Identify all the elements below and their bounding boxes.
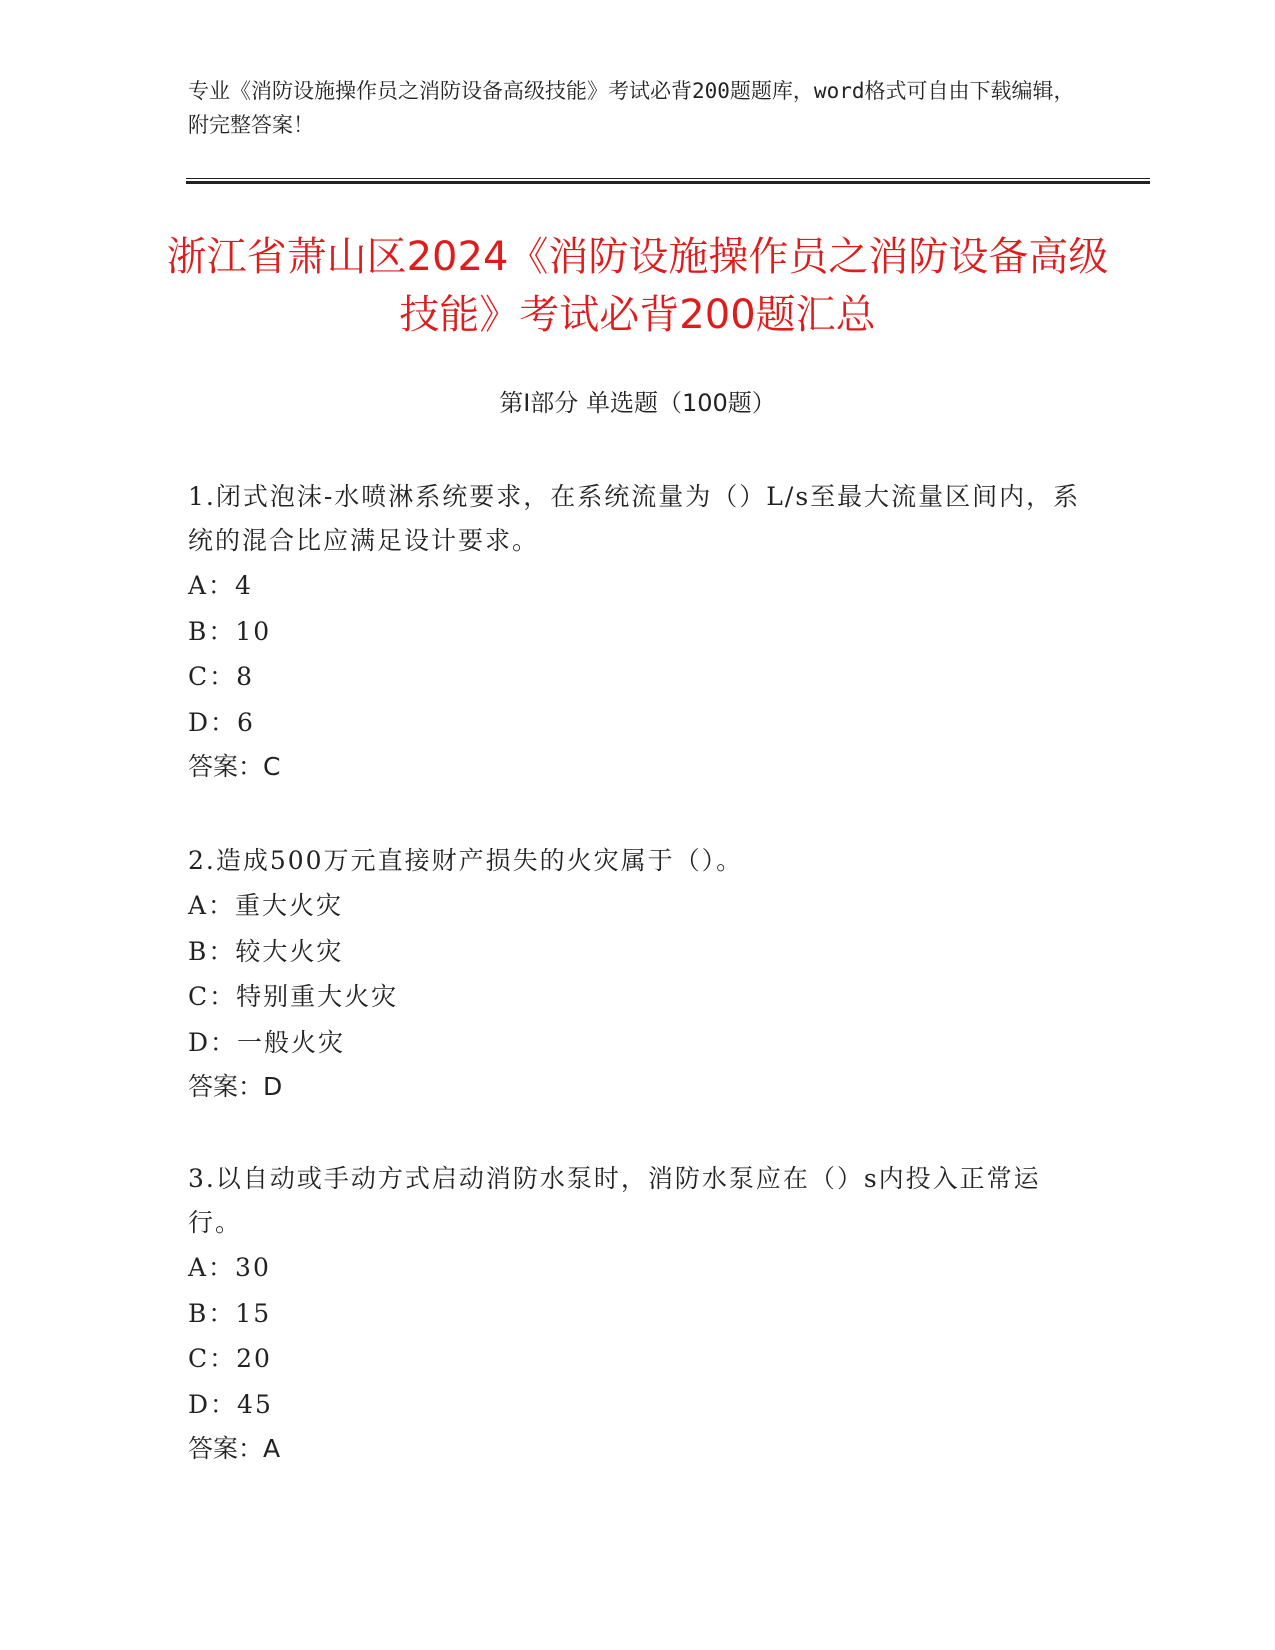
section-heading: 第Ⅰ部分 单选题（100题）: [499, 389, 776, 417]
option-a: A：30: [188, 1253, 271, 1282]
option-b: B：10: [188, 616, 272, 646]
option-b: B：15: [188, 1298, 272, 1328]
option-d: D：一般火灾: [188, 1027, 346, 1057]
option-a: A：4: [188, 571, 253, 600]
question-stem: 3.以自动或手动方式启动消防水泵时，消防水泵应在（）s内投入正常运行。: [188, 1164, 1041, 1237]
header-rule-thin: [186, 178, 1150, 179]
option-a: A：重大火灾: [188, 891, 344, 920]
question-2: [188, 839, 1088, 1109]
answer: 答案：C: [188, 752, 281, 781]
option-c: C：8: [188, 662, 255, 691]
option-d: D：6: [188, 707, 255, 737]
answer: 答案：A: [188, 1434, 281, 1463]
question-1: [188, 475, 1088, 789]
question-3: [188, 1157, 1088, 1471]
header-note: 专业《消防设施操作员之消防设备高级技能》考试必背200题题库，word格式可自由下载编辑，附完整答案！: [188, 79, 1075, 137]
document-title: 浙江省萧山区2024《消防设施操作员之消防设备高级技能》考试必背200题汇总: [166, 234, 1109, 338]
answer: 答案：D: [188, 1072, 283, 1101]
question-stem: 1.闭式泡沫-水喷淋系统要求，在系统流量为（）L/s至最大流量区间内，系统的混合比应满足设计要求。: [188, 482, 1081, 555]
option-d: D：45: [188, 1389, 273, 1419]
option-c: C：特别重大火灾: [188, 982, 399, 1011]
question-stem: 2.造成500万元直接财产损失的火灾属于（）。: [188, 846, 744, 875]
header-rule-thick: [186, 181, 1150, 184]
option-b: B：较大火灾: [188, 936, 344, 966]
option-c: C：20: [188, 1344, 272, 1373]
